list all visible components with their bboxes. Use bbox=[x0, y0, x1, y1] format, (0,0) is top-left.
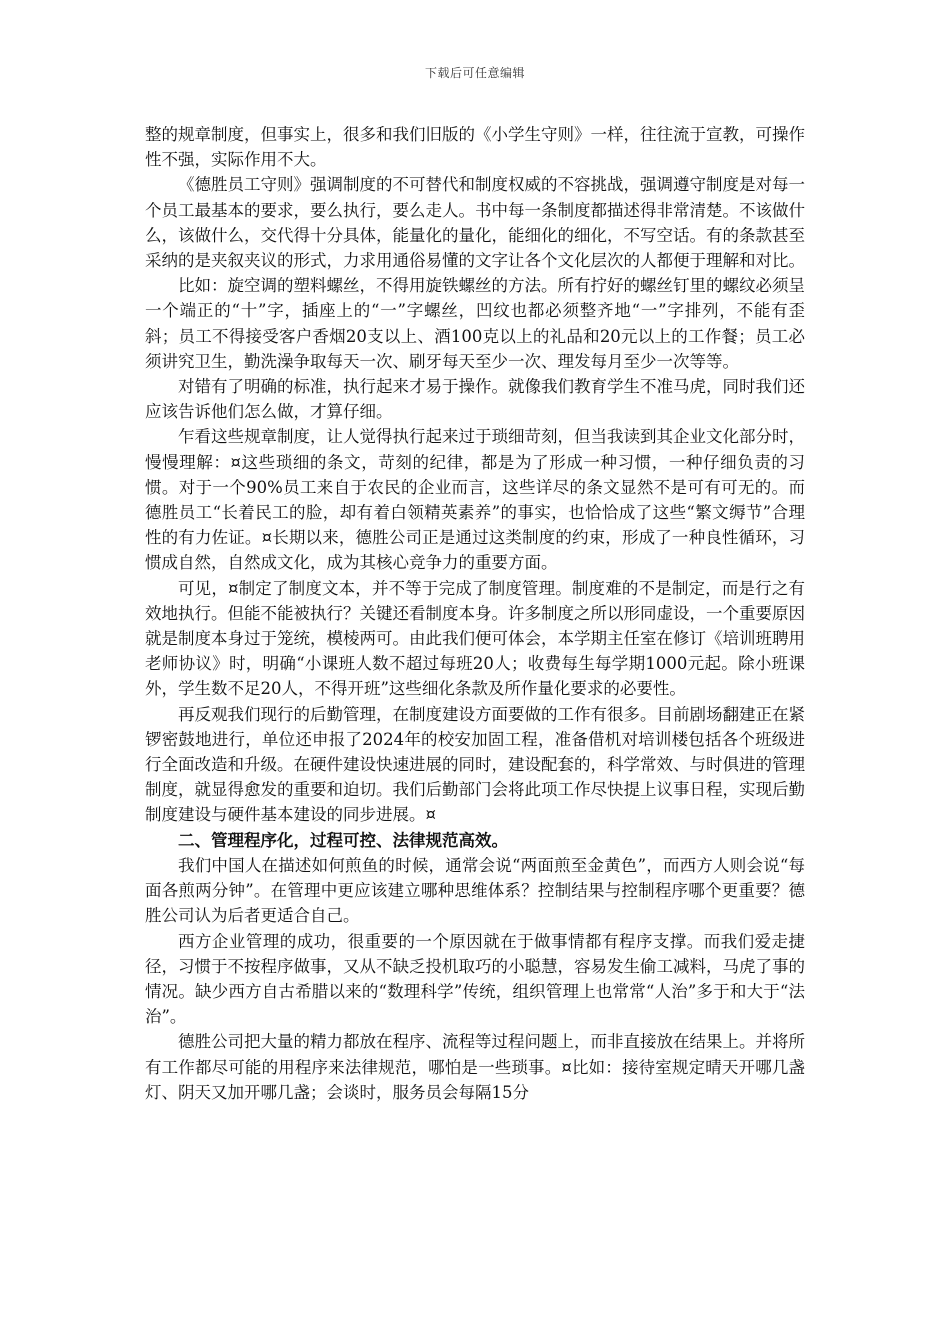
paragraph: 对错有了明确的标准，执行起来才易于操作。就像我们教育学生不准马虎，同时我们还应该告诉他们怎么做，才算仔细。 bbox=[145, 377, 805, 422]
paragraph-continuation: 整的规章制度，但事实上，很多和我们旧版的《小学生守则》一样，往往流于宣教，可操作性不强，实际作用不大。 bbox=[145, 125, 805, 170]
paragraph: 可见，¤制定了制度文本，并不等于完成了制度管理。制度难的不是制定，而是行之有效地执行。但能不能被执行？关键还看制度本身。许多制度之所以形同虚设，一个重要原因就是制度本身过于笼统，模棱两可。由此我们便可体会，本学期主任室在修订《培训班聘用老师协议》时，明确“小课班人数不超过每班20人；收费每生每学期1000元起。除小班课外，学生数不足20人，不得开班”这些细化条款及所作量化要求的必要性。 bbox=[145, 578, 805, 699]
paragraph: 乍看这些规章制度，让人觉得执行起来过于琐细苛刻，但当我读到其企业文化部分时，慢慢理解：¤这些琐细的条文，苛刻的纪律，都是为了形成一种习惯，一种仔细负责的习惯。对于一个90%员工来自于农民的企业而言，这些详尽的条文显然不是可有可无的。而德胜员工“长着民工的脸，却有着白领精英素养”的事实，也恰恰成了这些“繁文缛节”合理性的有力佐证。¤长期以来，德胜公司正是通过这类制度的约束，形成了一种良性循环，习惯成自然，自然成文化，成为其核心竞争力的重要方面。 bbox=[145, 427, 805, 573]
page-header-note: 下载后可任意编辑 bbox=[424, 66, 525, 80]
paragraph: 西方企业管理的成功，很重要的一个原因就在于做事情都有程序支撑。而我们爱走捷径，习惯于不按程序做事，又从不缺乏投机取巧的小聪慧，容易发生偷工减料，马虎了事的情况。缺少西方自古希腊以来的“数理科学”传统，组织管理上也常常“人治”多于和大于“法治”。 bbox=[145, 931, 805, 1027]
paragraph: 再反观我们现行的后勤管理，在制度建设方面要做的工作有很多。目前剧场翻建正在紧锣密鼓地进行，单位还申报了2024年的校安加固工程，准备借机对培训楼包括各个班级进行全面改造和升级。在硬件建设快速进展的同时，建设配套的，科学常效、与时俱进的管理制度，就显得愈发的重要和迫切。我们后勤部门会将此项工作尽快提上议事日程，实现后勤制度建设与硬件基本建设的同步进展。¤ bbox=[145, 704, 805, 825]
section-heading: 二、管理程序化，过程可控、法律规范高效。 bbox=[178, 830, 508, 850]
paragraph: 比如：旋空调的塑料螺丝，不得用旋铁螺丝的方法。所有拧好的螺丝钉里的螺纹必须呈一个端正的“十”字，插座上的“一”字螺丝，凹纹也都必须整齐地“一”字排列，不能有歪斜；员工不得接受客户香烟20支以上、酒100克以上的礼品和20元以上的工作餐；员工必须讲究卫生，勤洗澡争取每天一次、刷牙每天至少一次、理发每月至少一次等等。 bbox=[145, 276, 805, 371]
document-body bbox=[145, 122, 805, 1105]
paragraph: 德胜公司把大量的精力都放在程序、流程等过程问题上，而非直接放在结果上。并将所有工作都尽可能的用程序来法律规范，哪怕是一些琐事。¤比如：接待室规定晴天开哪几盏灯、阴天又加开哪几盏；会谈时，服务员会每隔15分 bbox=[145, 1032, 805, 1102]
paragraph: 《德胜员工守则》强调制度的不可替代和制度权威的不容挑战，强调遵守制度是对每一个员工最基本的要求，要么执行，要么走人。书中每一条制度都描述得非常清楚。不该做什么，该做什么，交代得十分具体，能量化的量化，能细化的细化，不写空话。有的条款甚至采纳的是夹叙夹议的形式，力求用通俗易懂的文字让各个文化层次的人都便于理解和对比。 bbox=[145, 175, 805, 271]
paragraph: 我们中国人在描述如何煎鱼的时候，通常会说“两面煎至金黄色”，而西方人则会说“每面各煎两分钟”。在管理中更应该建立哪种思维体系？控制结果与控制程序哪个更重要？德胜公司认为后者更适合自己。 bbox=[145, 855, 805, 926]
